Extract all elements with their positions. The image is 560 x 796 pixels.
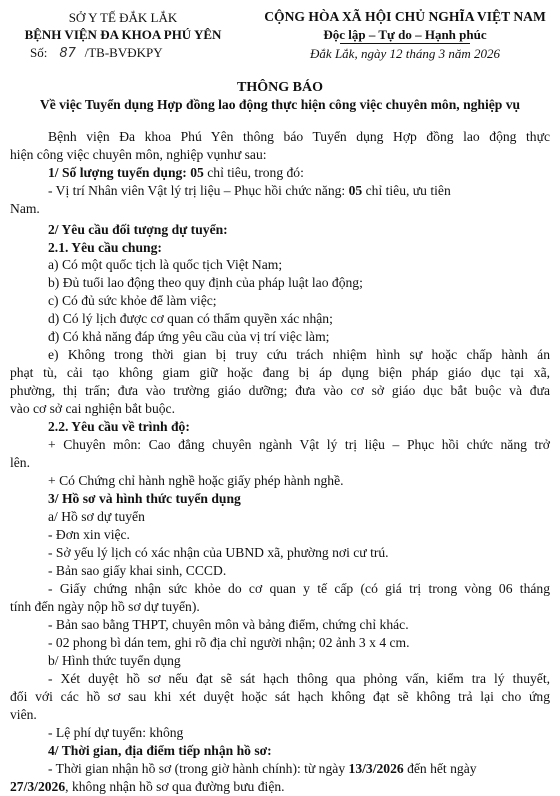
req-e-line-3: phường, thị trấn; đưa vào trường giáo dưỡng; đưa vào cơ sở giáo dục bắt buộc và đưa: [10, 383, 550, 398]
number-value: 87: [59, 46, 76, 61]
intro-line-2: hiện công việc chuyên môn, nghiệp vụnhư sau:: [10, 147, 267, 162]
place-date: Đắk Lắk, ngày 12 tháng 3 năm 2026: [310, 46, 500, 61]
hospital-name: BỆNH VIỆN ĐA KHOA PHÚ YÊN: [24, 27, 222, 42]
dossier-item-5: - Bản sao bằng THPT, chuyên môn và bảng điểm, chứng chỉ khác.: [48, 617, 409, 632]
section-3a-heading: a/ Hồ sơ dự tuyển: [48, 509, 145, 524]
req-c: c) Có đủ sức khỏe để làm việc;: [48, 293, 217, 308]
section-1-heading: [48, 164, 304, 182]
position-line-2: Nam.: [10, 201, 40, 216]
section-2-1-heading: 2.1. Yêu cầu chung:: [48, 240, 162, 255]
ministry-name: SỞ Y TẾ ĐẮK LẮK: [68, 10, 178, 25]
document-subtitle: Về việc Tuyển dụng Hợp đồng lao động thực hiện công việc chuyên môn, nghiệp vụ: [39, 97, 521, 112]
motto-underline: [340, 43, 470, 44]
country-name: CỘNG HÒA XÃ HỘI CHỦ NGHĨA VIỆT NAM: [264, 9, 546, 24]
qualification-line-1: + Chuyên môn: Cao đẳng chuyên ngành Vật lý trị liệu – Phục hồi chức năng trở: [48, 437, 550, 452]
req-e-line-2: phạt tù, cải tạo không giam giữ hoặc đang bị áp dụng biện pháp giáo dục tại xã,: [10, 365, 550, 380]
national-motto: Độc lập – Tự do – Hạnh phúc: [323, 27, 487, 42]
selection-line-1: - Xét duyệt hồ sơ nếu đạt sẽ sát hạch thông qua phỏng vấn, kiểm tra lý thuyết,: [48, 671, 550, 686]
req-b: b) Đủ tuổi lao động theo quy định của pháp luật lao động;: [48, 275, 363, 290]
req-a: a) Có một quốc tịch là quốc tịch Việt Nam;: [48, 257, 283, 272]
dossier-item-1: - Đơn xin việc.: [48, 527, 130, 542]
section-4-heading: 4/ Thời gian, địa điểm tiếp nhận hồ sơ:: [48, 743, 272, 758]
section-2-heading: 2/ Yêu cầu đối tượng dự tuyển:: [48, 222, 228, 237]
issuing-authority: [8, 10, 238, 26]
selection-line-3: viên.: [10, 707, 37, 722]
req-dd: đ) Có khả năng đáp ứng yêu cầu của vị trí việc làm;: [48, 329, 330, 344]
dossier-item-3: - Bản sao giấy khai sinh, CCCD.: [48, 563, 227, 578]
time-line-2: 27/3/2026, không nhận hồ sơ qua đường bưu điện.: [10, 779, 285, 794]
document-title: THÔNG BÁO: [237, 80, 323, 95]
position-line: - Vị trí Nhân viên Vật lý trị liệu – Phục hồi chức năng: 05 chỉ tiêu, ưu tiên: [48, 183, 451, 198]
application-fee: - Lệ phí dự tuyển: không: [48, 725, 184, 740]
certificate-line: + Có Chứng chỉ hành nghề hoặc giấy phép hành nghề.: [48, 473, 344, 488]
section-3-heading: 3/ Hồ sơ và hình thức tuyển dụng: [48, 491, 241, 506]
selection-line-2: đối với các hồ sơ sau khi xét duyệt hoặc sát hạch không đạt sẽ không trả lại cho ứng: [10, 689, 550, 704]
req-e-line-4: vào cơ sở cai nghiện bắt buộc.: [10, 401, 175, 416]
section-3b-heading: b/ Hình thức tuyển dụng: [48, 653, 181, 668]
qualification-line-2: lên.: [10, 455, 31, 470]
document-number: [30, 45, 163, 61]
section-2-2-heading: 2.2. Yêu cầu về trình độ:: [48, 419, 190, 434]
section-1-rest: chỉ tiêu, trong đó:: [207, 165, 304, 180]
number-suffix: /TB-BVĐKPY: [84, 45, 163, 60]
number-prefix: Số:: [30, 45, 48, 60]
dossier-item-2: - Sở yếu lý lịch có xác nhận của UBND xã, phường nơi cư trú.: [48, 545, 389, 560]
req-e-line-1: e) Không trong thời gian bị truy cứu trách nhiệm hình sự hoặc chấp hành án: [48, 347, 550, 362]
intro-line-1: Bệnh viện Đa khoa Phú Yên thông báo Tuyển dụng Hợp đồng lao động thực: [48, 129, 550, 144]
section-1-count: 05: [190, 165, 204, 180]
dossier-item-6: - 02 phong bì dán tem, ghi rõ địa chỉ người nhận; 02 ảnh 3 x 4 cm.: [48, 635, 410, 650]
req-d: d) Có lý lịch được cơ quan có thẩm quyền xác nhận;: [48, 311, 333, 326]
dossier-item-4-line-1: - Giấy chứng nhận sức khỏe do cơ quan y tế cấp (có giá trị trong vòng 06 tháng: [48, 581, 550, 596]
section-1-label: 1/ Số lượng tuyển dụng:: [48, 165, 187, 180]
time-line-1: - Thời gian nhận hồ sơ (trong giờ hành chính): từ ngày 13/3/2026 đến hết ngày: [48, 761, 477, 776]
dossier-item-4-line-2: tính đến ngày nộp hồ sơ dự tuyển).: [10, 599, 200, 614]
